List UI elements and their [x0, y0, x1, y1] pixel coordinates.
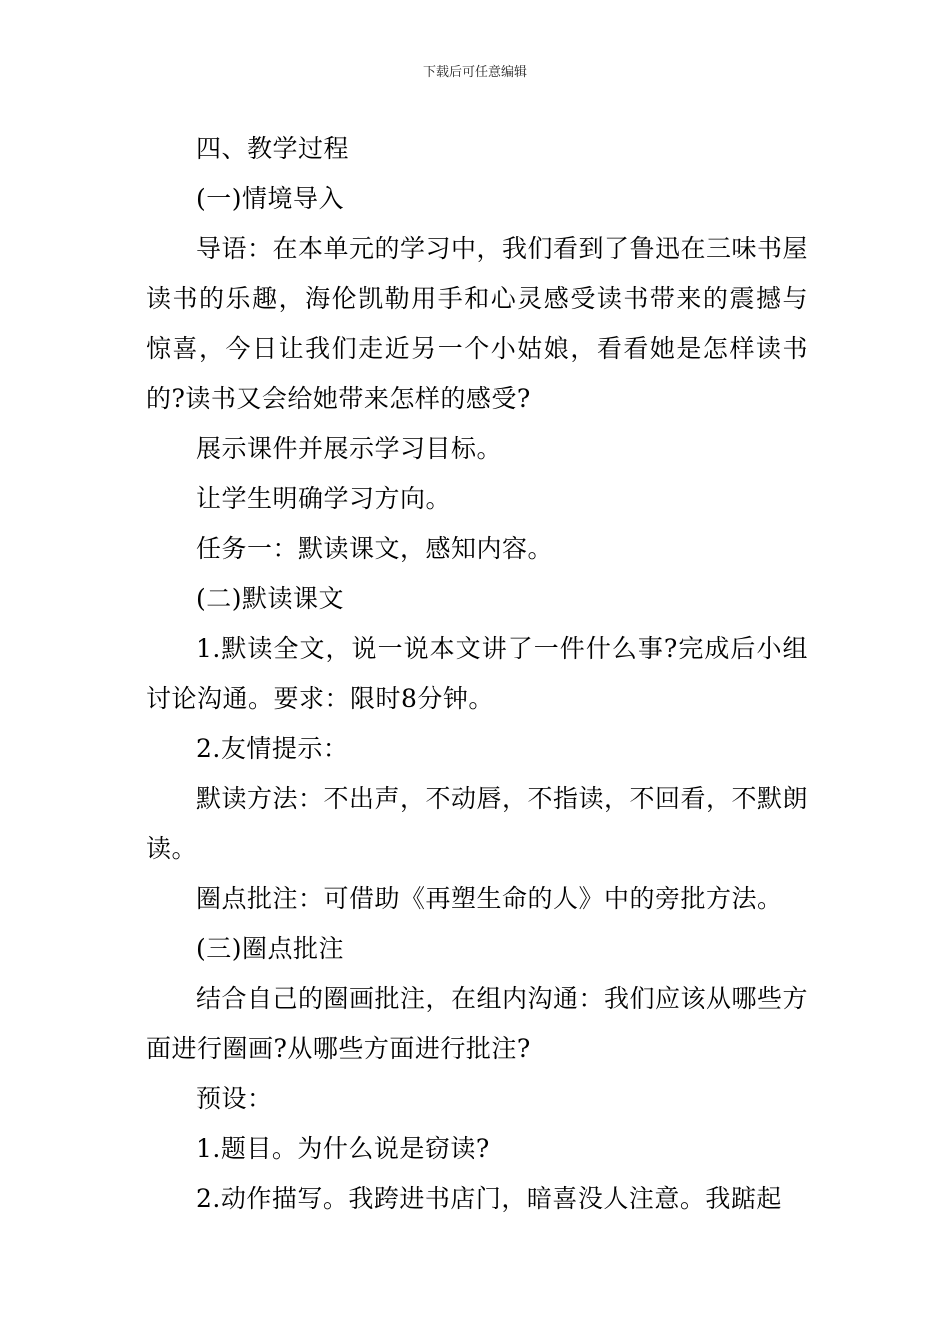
paragraph: 2.友情提示：: [196, 734, 349, 763]
paragraph: 圈点批注：可借助《再塑生命的人》中的旁批方法。: [196, 884, 783, 913]
subsection-heading: (二)默读课文: [196, 584, 345, 613]
paragraph: 任务一：默读课文，感知内容。: [196, 534, 554, 563]
subsection-heading: (三)圈点批注: [196, 934, 345, 963]
paragraph: 导语：在本单元的学习中，我们看到了鲁迅在三味书屋读书的乐趣，海伦凯勒用手和心灵感受读书带来的震撼与惊喜，今日让我们走近另一个小姑娘，看看她是怎样读书的?读书又会给她带来怎样的感受?: [146, 234, 809, 413]
paragraph: 默读方法：不出声，不动唇，不指读，不回看，不默朗读。: [146, 784, 809, 863]
paragraph: 1.默读全文，说一说本文讲了一件什么事?完成后小组讨论沟通。要求：限时8分钟。: [146, 634, 808, 713]
document-body: [146, 124, 808, 1224]
paragraph: 结合自己的圈画批注，在组内沟通：我们应该从哪些方面进行圈画?从哪些方面进行批注?: [146, 984, 809, 1063]
page-header-note: 下载后可任意编辑: [422, 65, 527, 80]
paragraph: 预设：: [196, 1084, 273, 1113]
paragraph: 让学生明确学习方向。: [196, 484, 452, 513]
paragraph: 2.动作描写。我跨进书店门，暗喜没人注意。我踮起: [196, 1184, 782, 1213]
section-heading: 四、教学过程: [196, 134, 350, 163]
paragraph: 展示课件并展示学习目标。: [196, 434, 503, 463]
paragraph: 1.题目。为什么说是窃读?: [196, 1134, 490, 1163]
subsection-heading: (一)情境导入: [196, 184, 345, 213]
